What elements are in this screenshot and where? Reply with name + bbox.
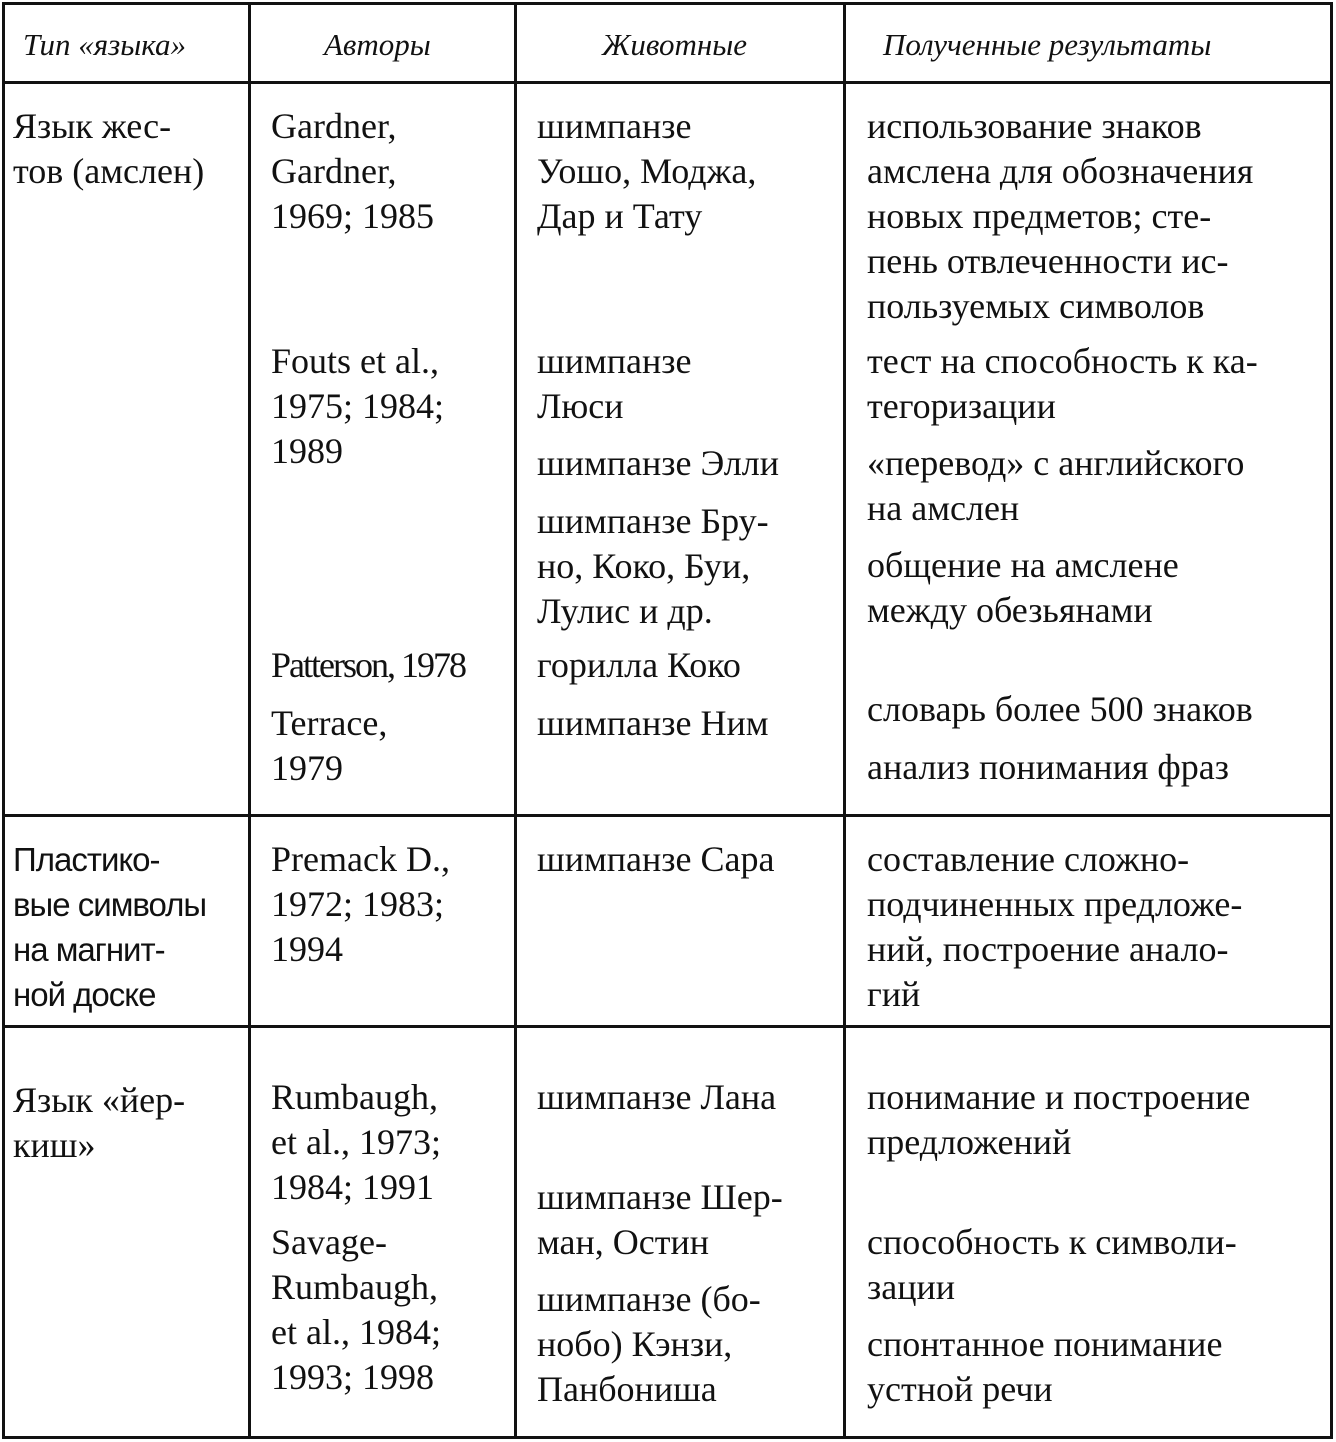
row1-animals-1: шимпанзе Уошо, Моджа, Дар и Тату	[537, 106, 757, 236]
row2-results-1: составление сложно- подчиненных предложе- ний, построение анало- гий	[867, 839, 1243, 1014]
row-divider	[5, 1025, 1330, 1028]
column-divider	[248, 5, 251, 1436]
column-divider	[843, 5, 846, 1436]
header-results: Полученные результаты	[883, 27, 1212, 62]
row1-results-3: «перевод» с английского на амслен	[867, 443, 1245, 528]
row3-authors-1: Rumbaugh, et al., 1973; 1984; 1991	[271, 1077, 441, 1207]
row1-authors-1: Gardner, Gardner, 1969; 1985	[271, 106, 435, 236]
row3-authors-2: Savage- Rumbaugh, et al., 1984; 1993; 1998	[271, 1222, 441, 1397]
row1-authors-3: Patterson, 1978	[271, 645, 465, 685]
row1-results-4: общение на амслене между обезьянами	[867, 545, 1179, 630]
row1-animals-5: горилла Коко	[537, 645, 741, 685]
header-animals: Животные	[602, 27, 747, 62]
row3-type: Язык «йер- киш»	[13, 1080, 186, 1165]
row1-animals-2: шимпанзе Люси	[537, 341, 692, 426]
row1-results-6: анализ понимания фраз	[867, 747, 1229, 787]
row1-type: Язык жес- тов (амслен)	[13, 106, 205, 191]
row1-authors-2: Fouts et al., 1975; 1984; 1989	[271, 341, 445, 471]
row3-results-3: спонтанное понимание устной речи	[867, 1324, 1223, 1409]
row3-animals-1: шимпанзе Лана	[537, 1077, 777, 1117]
header-divider	[5, 81, 1330, 84]
row1-authors-4: Terrace, 1979	[271, 703, 388, 788]
row3-animals-3: шимпанзе (бо- нобо) Кэнзи, Панбониша	[537, 1279, 761, 1409]
row3-results-2: способность к символи- зации	[867, 1222, 1237, 1307]
row1-animals-3: шимпанзе Элли	[537, 443, 779, 483]
row2-type: Пластико- вые символы на магнит- ной доске	[13, 841, 207, 1013]
header-authors: Авторы	[324, 27, 431, 62]
row2-animals-1: шимпанзе Сара	[537, 839, 775, 879]
row1-results-2: тест на способность к ка- тегоризации	[867, 341, 1258, 426]
research-table	[2, 2, 1333, 1439]
row2-authors-1: Premack D., 1972; 1983; 1994	[271, 839, 450, 969]
row3-results-1: понимание и построение предложений	[867, 1077, 1251, 1162]
row1-results-5: словарь более 500 знаков	[867, 689, 1253, 729]
header-language-type: Тип «языка»	[23, 27, 186, 62]
row1-results-1: использование знаков амслена для обозначения новых предметов; сте- пень отвлеченности ис- пользуемых символов	[867, 106, 1254, 326]
row3-animals-2: шимпанзе Шер- ман, Остин	[537, 1177, 783, 1262]
row-divider	[5, 814, 1330, 817]
row1-animals-4: шимпанзе Бру- но, Коко, Буи, Лулис и др.	[537, 501, 769, 631]
row1-animals-6: шимпанзе Ним	[537, 703, 769, 743]
column-divider	[514, 5, 517, 1436]
